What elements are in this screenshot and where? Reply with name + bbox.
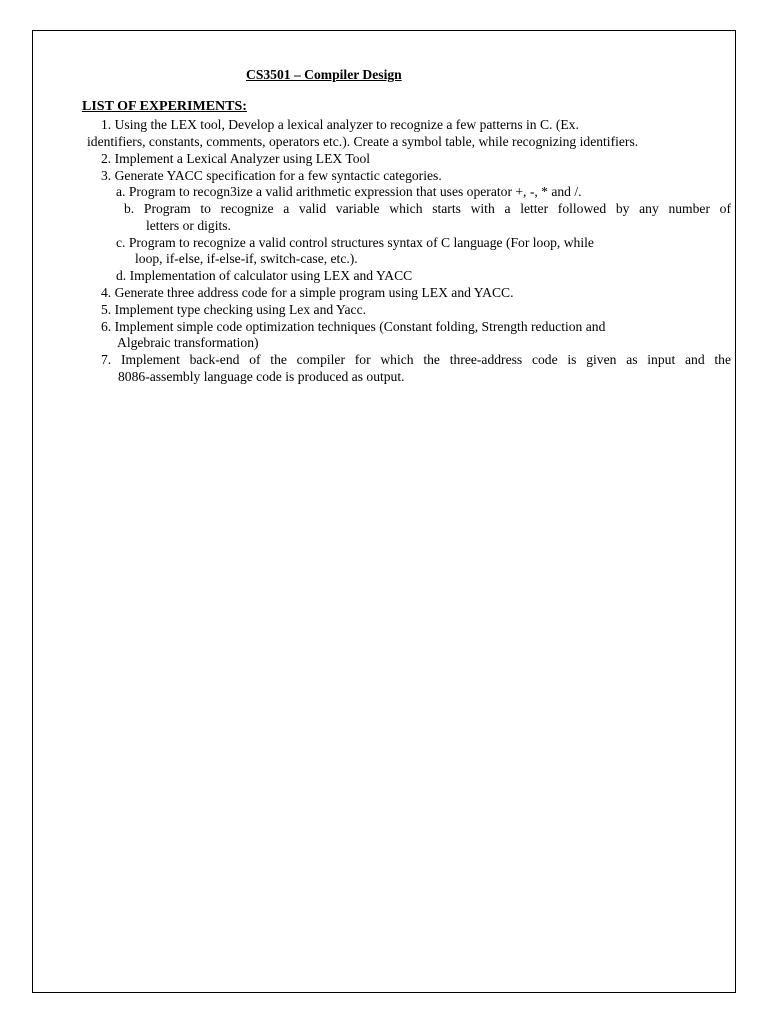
experiment-3a: a. Program to recogn3ize a valid arithmetic expression that uses operator +, -, * and /. — [116, 184, 582, 199]
experiment-2: 2. Implement a Lexical Analyzer using LEX Tool — [101, 151, 371, 166]
experiment-5: 5. Implement type checking using Lex and Yacc. — [101, 302, 367, 317]
experiment-4: 4. Generate three address code for a simple program using LEX and YACC. — [101, 285, 514, 300]
experiment-1-line-2: identifiers, constants, comments, operators etc.). Create a symbol table, while recognizing identifiers. — [87, 134, 639, 149]
experiment-3: 3. Generate YACC specification for a few syntactic categories. — [101, 168, 442, 183]
experiment-3c-line-2: loop, if-else, if-else-if, switch-case, etc.). — [135, 251, 358, 266]
document-title: CS3501 – Compiler Design — [246, 67, 402, 82]
experiment-1-line-1: 1. Using the LEX tool, Develop a lexical analyzer to recognize a few patterns in C. (Ex. — [101, 117, 579, 132]
experiment-7-line-1: 7. Implement back-end of the compiler for which the three-address code is given as input and the — [101, 352, 731, 367]
experiment-6-line-1: 6. Implement simple code optimization techniques (Constant folding, Strength reduction and — [101, 319, 606, 334]
experiment-6-line-2: Algebraic transformation) — [117, 335, 259, 350]
experiments-heading: LIST OF EXPERIMENTS: — [82, 99, 247, 114]
experiment-3b-line-2: letters or digits. — [146, 218, 231, 233]
experiment-3b-line-1: b. Program to recognize a valid variable which starts with a letter followed by any number of — [124, 201, 731, 216]
experiment-7-line-2: 8086-assembly language code is produced as output. — [118, 369, 405, 384]
experiment-3d: d. Implementation of calculator using LEX and YACC — [116, 268, 413, 283]
experiment-3c-line-1: c. Program to recognize a valid control structures syntax of C language (For loop, while — [116, 235, 594, 250]
